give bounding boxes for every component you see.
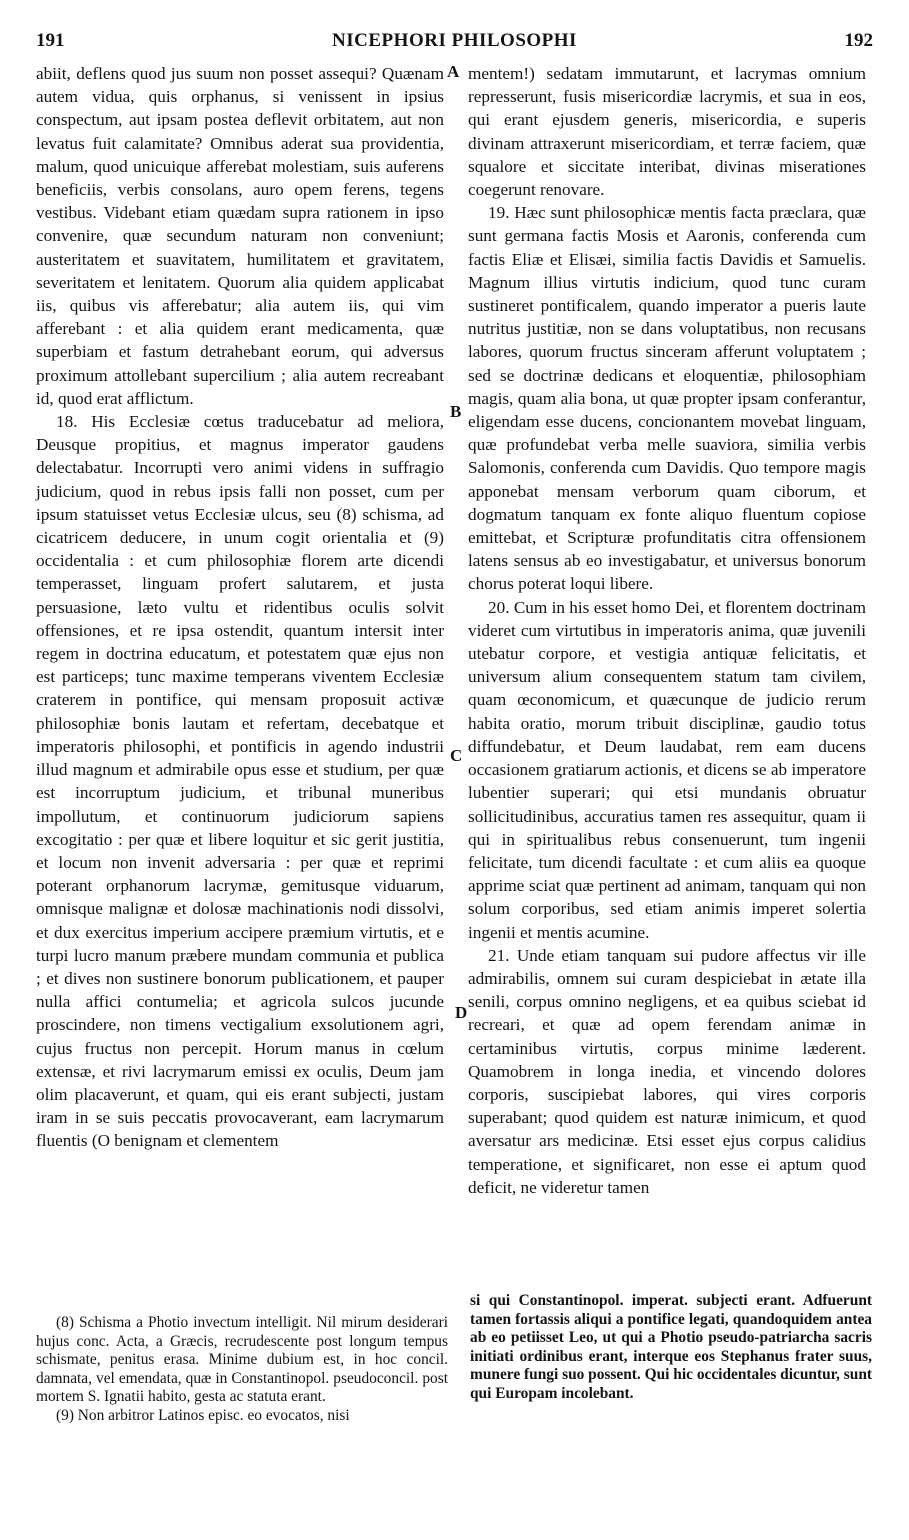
margin-letter-d: D [455,1003,468,1022]
right-paragraph-19: 19. Hæc sunt philosophicæ mentis facta præclara, quæ sunt germana factis Mosis et Aaronis, conferenda cum factis Eliæ et Elisæi, similia factis Davidis et Samuelis. Magnum illius virtutis indicium, quod tunc curam sustineret pontificalem, quando imperator a pueris laute nutritus justitiæ, non se dans voluptatibus, non recusans labores, quorum fructus sinceram afferunt voluptatem ; sed se doctrinæ dedicans et eloquentiæ, philosophiam magis, quam alia bona, ut quæ propter ipsam conferantur, eligendam esse ducens, concionantem movebat linguam, quæ profundebat verba melle suaviora, similia verbis Salomonis, conferenda cum Davidis. Quo tempore magis apponebat mensam verborum quam ciborum, et dogmatum tanquam ex fonte aliquo fluentum copiose emittebat, et Scripturæ profunditatis citra offensionem latens sensus ab eo investigabatur, et universus bonorum chorus poterat loqui libere. [468,203,866,594]
footnote-8: (8) Schisma a Photio invectum intelligit. Nil mirum desiderari hujus conc. Acta, a Græcis, recrudescente post longum tempus schismate, penitus erasa. Minime dubium est, in hoc concil. damnata, vel emendata, quæ in Constantinopol. pseudoconcil. post mortem S. Ignatii habito, gesta ac statuta erant. [36,1314,448,1406]
running-head [28,30,881,56]
margin-letter-a: A [447,62,460,81]
margin-letter-b: B [450,402,462,421]
footnote-9-continued: si qui Constantinopol. imperat. subjecti erant. Adfuerunt tamen fortassis aliqui a pontifice legati, quandoquidem antea ab eo petiisset Leo, ut qui a Photio pseudo-patriarcha sacris initiati ordinibus erant, interque eos Stephanus frater suus, munere fungi suo possent. Qui hic occidentales dicuntur, sunt qui Europam incolebant. [470,1292,872,1402]
page-number-right: 192 [844,30,873,51]
right-paragraph-continued: mentem!) sedatam immutarunt, et lacrymas omnium represserunt, fusis misericordiæ lacrymis, et sua in eos, qui erant ejusdem generis, misericordia, e superis divinam attraxerunt misericordiam, et terræ faciem, quæ squalore et siccitate interibat, divinas miserationes coegerunt renovare. [468,64,866,200]
left-column [36,62,444,1153]
margin-letter-c: C [450,746,463,765]
right-paragraph-21: 21. Unde etiam tanquam sui pudore affectus vir ille admirabilis, omnem sui curam despiciebat in ætate illa senili, corpus omnino negligens, et ea quibus sciebat id recreari, et quæ ad opem ferendam animæ in certaminibus virtutis, corpus minime læderent. Quamobrem in longa inedia, et vincendo dolores corporis, suscipiebat labores, qui vires corporis superabant; quod quidem est naturæ inimicum, et quod aversatur ars medicinæ. Etsi esset ejus corpus calidius temperatione, et significaret, non esse ei aptum quod deficit, ne videretur tamen [468,945,866,1197]
right-column [468,62,866,1199]
footnote-9: (9) Non arbitror Latinos episc. eo evocatos, nisi [56,1406,350,1424]
left-paragraph-18: 18. His Ecclesiæ cœtus traducebatur ad meliora, Deusque propitius, et magnus imperator gaudens delectabatur. Incorrupti vero animi videns in suffragio judicium, quod in rebus ipsis falli non posset, cum per ipsum statuisset vetus Ecclesiæ ulcus, seu (8) schisma, ad cicatricem deducere, in unum cogit orientalia et (9) occidentalia : et cum philosophiæ florem arte dicendi temperasset, linguam profert salutarem, et justa persuasione, læto vultu et ridentibus oculis solvit offensiones, et re ipsa ostendit, quantum intersit inter regem in doctrina educatum, et potestatem quæ ejus non est particeps; tunc maxime temperans viventem Ecclesiæ craterem in pontifice, qui mensam proposuit activæ philosophiæ bonis lautam et refertam, decebatque et imperatoris philosophi, et pontificis in agendo industrii illud magnum et admirabile opus esse et studium, per quæ est incorruptum judicium, et tribunal muneribus impollutum, et continuorum judiciorum sapiens excogitatio : per quæ et libere loquitur et sic gerit justitia, et locum non invenit adversaria : per quæ et reprimi poterant orphanorum lacrymæ, gemitusque viduarum, omnisque malignæ et dolosæ machinationis nodi dissolvi, et dux exercitus imperium accipere præmium virtutis, et e turpi lucro manum præbere mundam communia et publica ; et dives non sustinere bonorum publicationem, et pauper nulla affici contumelia; et agricola sulcos jucunde proscindere, non timens vectigalium exsolutionem agri, cujus fructus non percepit. Horum manus in cœlum extensæ, et rivi lacrymarum emissi ex oculis, Deum jam olim placaverunt, et quam, qui eis erant subjecti, justam iram in se suis peccatis provocaverant, eam lacrymarum fluentis (O benignam et clementem [36,412,444,1151]
running-title: NICEPHORI PHILOSOPHI [332,30,577,51]
right-paragraph-20: 20. Cum in his esset homo Dei, et florentem doctrinam videret cum virtutibus in imperatoris anima, quæ juvenili utebatur corpore, et vestigia antiquæ felicitatis, et universum alium consequentem statum tam civilem, quam œconomicum, et quæcunque de judicio rerum habita oratio, morum tribuit disciplinæ, gaudio totus diffundebatur, et Deum laudabat, rem eam ducens occasionem gratiarum actionis, et dicens se ab imperatore lubentier superari; qui etsi mundanis obruatur sollicitudinibus, accuratius tamen res assequitur, quam ii qui in spiritualibus rebus consenuerunt, tum ingenii felicitate, tum dicendi facultate : et cum aliis ea quoque apprime sciat quæ pertinent ad animam, tanquam qui non solum corporibus, sed etiam animis imperet solertia ingenii et mentis acumine. [468,597,866,942]
footnotes-left [36,1314,448,1426]
footnotes-right [470,1292,872,1404]
left-paragraph-continued: abiit, deflens quod jus suum non posset assequi? Quænam autem vidua, quis orphanus, si venissent in ipsius conspectum, aut ipsam postea deflevit orbitatem, aut non levatus fuit calamitate? Omnibus aderat sua providentia, malum, quod unicuique afferebat molestiam, suis auferens beneficiis, verbis consolans, auro opem ferens, tegens vestibus. Videbant etiam quædam supra rationem in ipso convenire, quæ secundum naturam non conveniunt; austeritatem et suavitatem, humilitatem et gravitatem, severitatem et lenitatem. Quorum alia quidem applicabat iis, quibus vis afferebatur; alia autem iis, qui vim afferebant : et alia quidem erant medicamenta, quæ superbiam et fastum detrahebant eorum, qui adversus proximum attollebant supercilium ; alia autem recreabant id, quod erat afflictum. [36,64,444,408]
page-number-left: 191 [36,30,65,51]
